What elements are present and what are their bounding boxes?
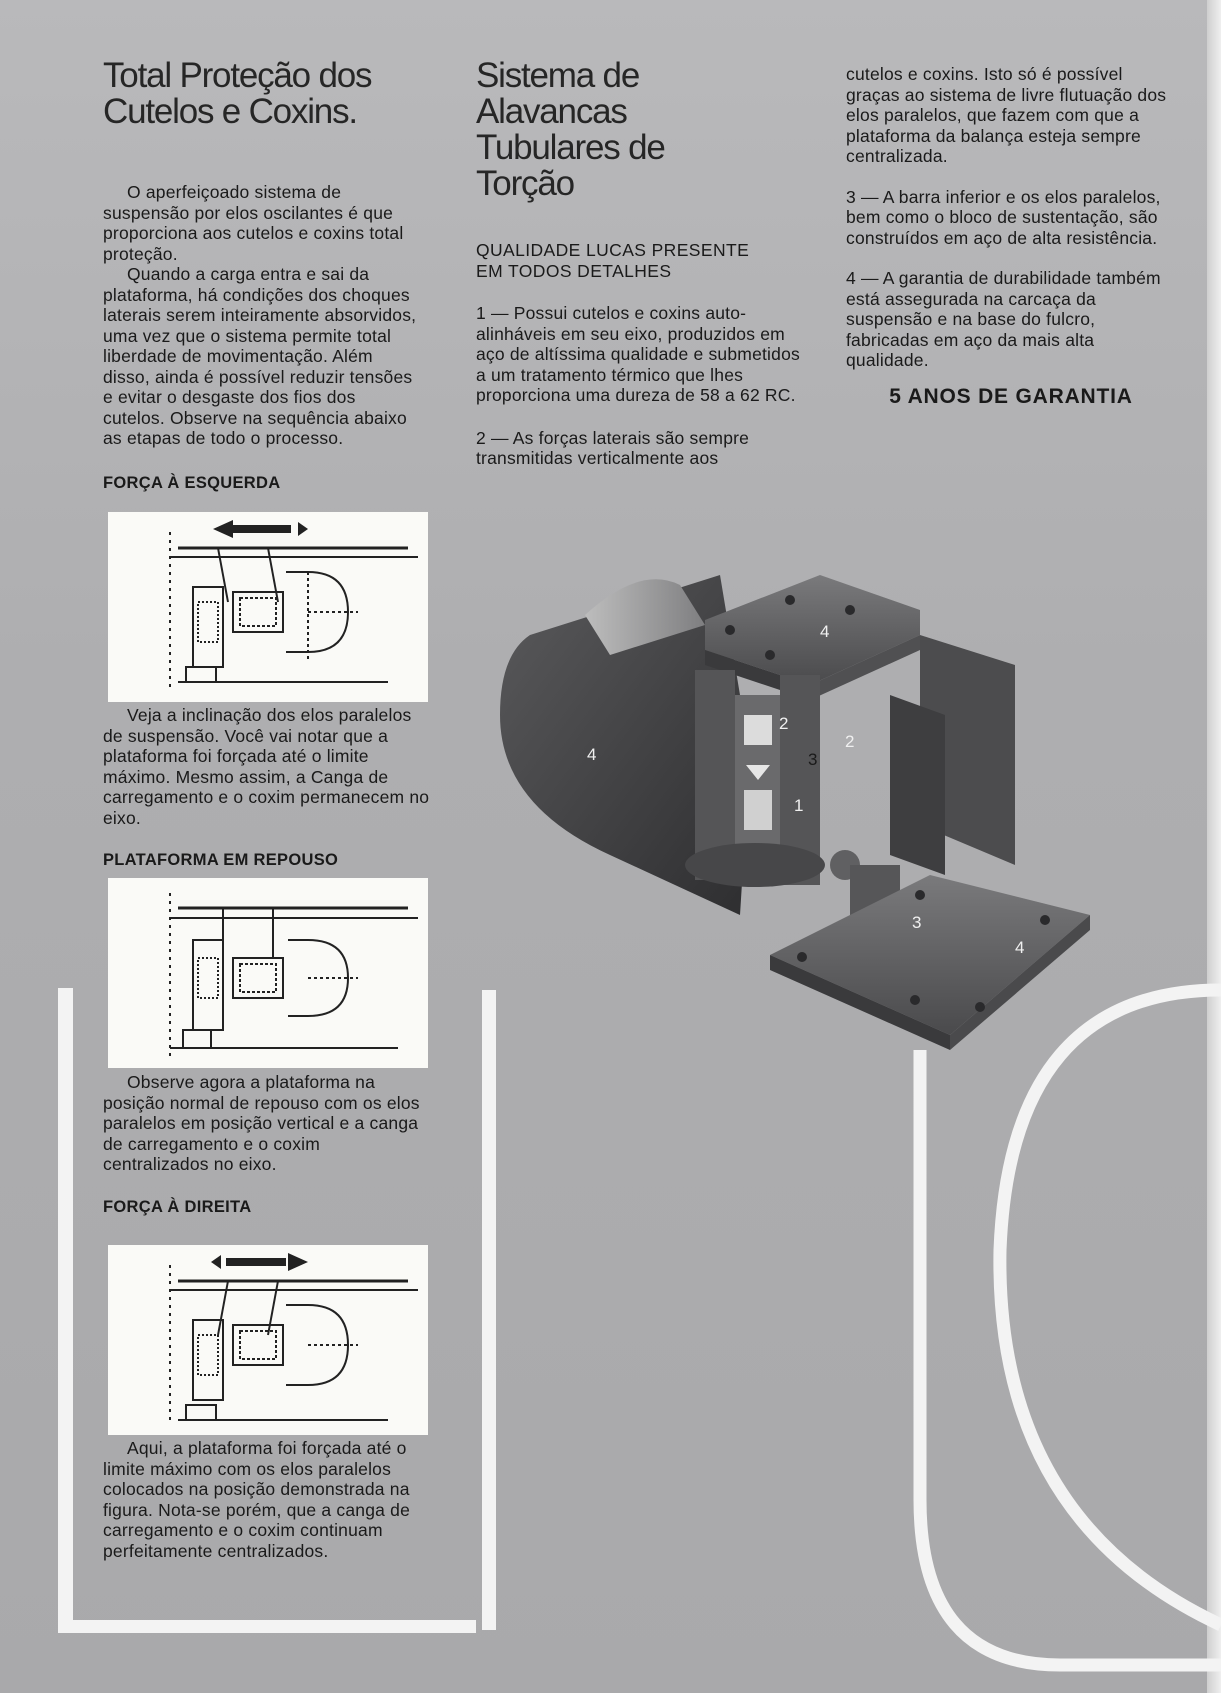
middle-item2: 2 — As forças laterais são sempre transmitidas verticalmente aos	[476, 427, 750, 468]
middle-subtitle	[476, 240, 806, 281]
photo-label-1: 1	[794, 796, 804, 815]
page-edge	[1207, 0, 1221, 1693]
left-column	[103, 58, 419, 493]
left-intro-p1: O aperfeiçoado sistema de suspensão por elos oscilantes é que proporciona aos cutelos e coxins total proteção.	[103, 182, 404, 264]
right-item3: 3 — A barra inferior e os elos paralelos, bem como o bloco de sustentação, são construídos em aço de alta resistência.	[846, 186, 1161, 248]
left-title	[103, 58, 419, 130]
right-column	[846, 64, 1176, 428]
right-item2-cont: cutelos e coxins. Isto só é possível graças ao sistema de livre flutuação dos elos paralelos, que fazem com que a plataforma da balança esteja sempre centralizada.	[846, 64, 1167, 166]
diagram-force-left	[108, 512, 428, 702]
middle-item1: 1 — Possui cutelos e coxins auto-alinháveis em seu eixo, produzidos em aço de altíssima qualidade e submetidos a um tratamento térmico que lhes proporciona uma dureza de 58 a 62 RC.	[476, 303, 800, 405]
guarantee-banner: 5 ANOS DE GARANTIA	[889, 384, 1133, 408]
right-item4: 4 — A garantia de durabilidade também está assegurada na carcaça da suspensão e na base do fulcro, fabricadas em aço da mais alta qualidade.	[846, 268, 1161, 370]
photo-label-4-top: 4	[820, 622, 830, 641]
photo-label-4-bottom: 4	[1015, 938, 1025, 957]
diagram-force-right	[108, 1245, 428, 1435]
left-title-line2: Cutelos e Coxins.	[103, 92, 357, 131]
left-title-line1: Total Proteção dos	[103, 56, 372, 95]
decor-line-left-vertical	[58, 988, 73, 1633]
middle-title-line2: Alavancas	[476, 92, 627, 131]
photo-label-3-right: 3	[912, 913, 922, 932]
middle-subtitle-line1: QUALIDADE LUCAS PRESENTE	[476, 240, 750, 260]
caption-force-right-text: Aqui, a plataforma foi forçada até o limite máximo com os elos paralelos colocados na posição demonstrada na figura. Nota-se porém, que a canga de carregamento e o coxim continuam perfeitamente centralizados.	[103, 1438, 411, 1561]
caption-force-right	[103, 1438, 413, 1561]
middle-title-line4: Torção	[476, 164, 574, 203]
decor-line-bottom	[58, 1620, 476, 1633]
middle-title-line3: Tubulares de	[476, 128, 665, 167]
section-heading-right-force: FORÇA À DIREITA	[103, 1197, 252, 1216]
caption-force-left-text: Veja a inclinação dos elos paralelos de suspensão. Você vai notar que a plataforma foi forçada até o limite máximo. Mesmo assim, a Canga de carregamento e o coxim permanecem no eixo.	[103, 705, 430, 828]
middle-title-line1: Sistema de	[476, 56, 640, 95]
section-heading-rest: PLATAFORMA EM REPOUSO	[103, 851, 339, 869]
diagram-rest	[108, 878, 428, 1068]
photo-label-2-right: 2	[845, 732, 855, 751]
photo-label-4-left: 4	[587, 745, 597, 764]
mechanism-photo	[490, 575, 1130, 1075]
caption-rest	[103, 1072, 423, 1217]
middle-title	[476, 58, 806, 202]
photo-label-3-center: 3	[808, 750, 818, 769]
decor-line-mid-vertical	[482, 990, 496, 1630]
middle-subtitle-line2: EM TODOS DETALHES	[476, 260, 672, 281]
middle-column	[476, 58, 806, 469]
caption-force-left	[103, 705, 433, 871]
photo-label-2-left: 2	[779, 714, 789, 733]
left-intro-p2: Quando a carga entra e sai da plataforma, há condições dos choques laterais serem inteiramente absorvidos, uma vez que o sistema permite total liberdade de movimentação. Além disso, ainda é possível reduzir tensões e evitar o desgaste dos fios dos cutelos. Observe na sequência abaixo as etapas de todo o processo.	[103, 264, 417, 448]
caption-rest-text: Observe agora a plataforma na posição normal de repouso com os elos paralelos em posição vertical e a canga de carregamento e o coxim centralizados no eixo.	[103, 1072, 420, 1174]
section-heading-left-force: FORÇA À ESQUERDA	[103, 473, 281, 492]
